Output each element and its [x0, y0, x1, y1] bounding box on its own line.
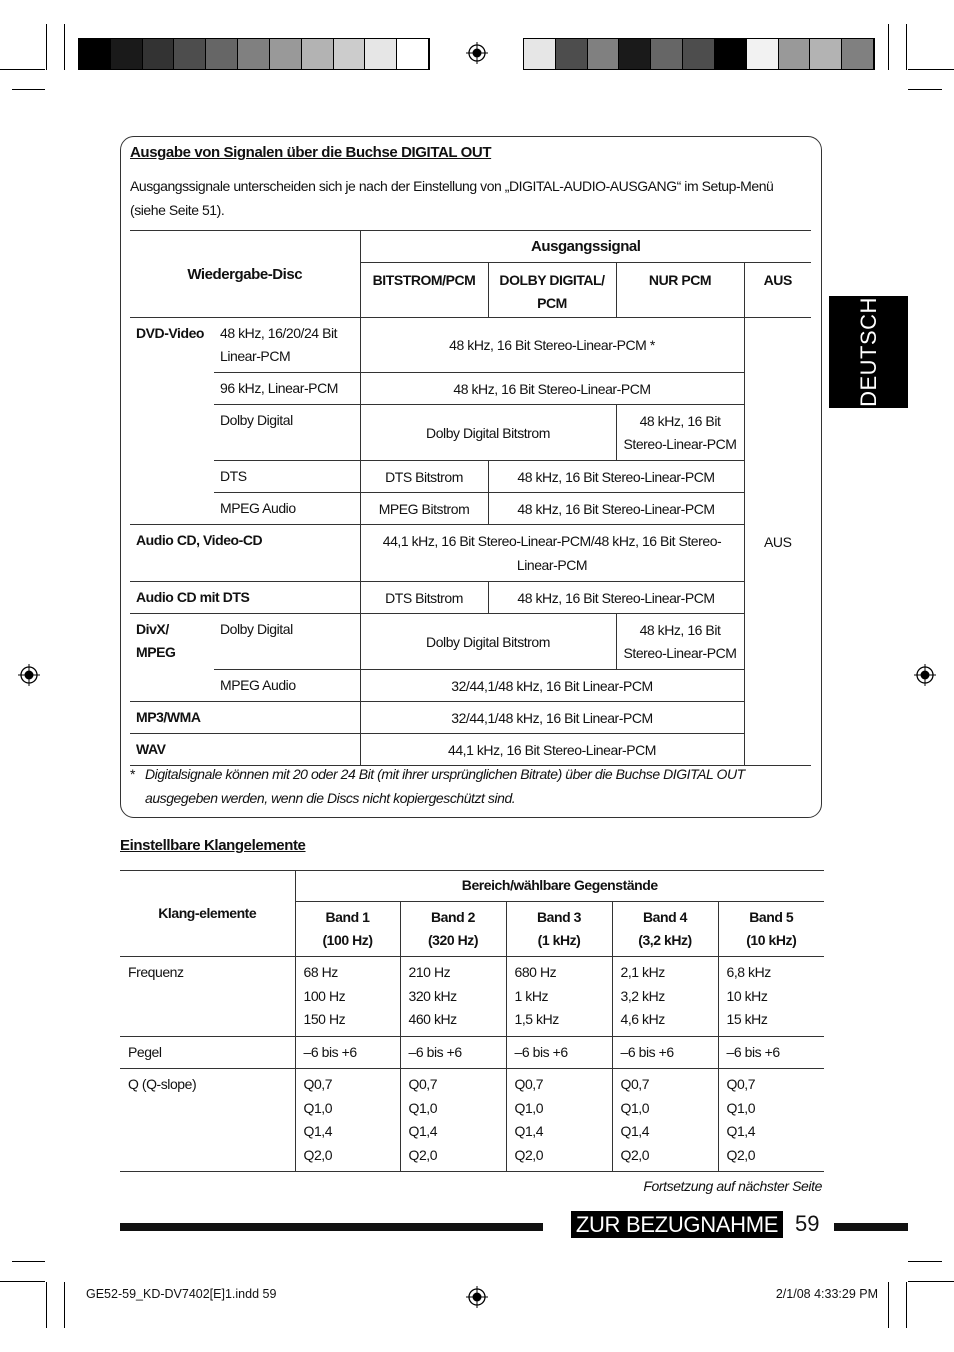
sub-header-nurpcm: NUR PCM [616, 263, 744, 318]
dvd-output-5b: 48 kHz, 16 Bit Stereo-Linear-PCM [488, 493, 744, 525]
color-swatch [588, 39, 620, 69]
color-swatch [365, 39, 397, 69]
value-cell [718, 1069, 824, 1172]
divx-output-1b: 48 kHz, 16 Bit Stereo-Linear-PCM [616, 614, 744, 670]
color-swatch [842, 39, 874, 69]
footer-rule-left [120, 1223, 543, 1231]
table-row [120, 957, 824, 1037]
color-swatch [397, 39, 429, 69]
band-header-1 [295, 902, 400, 957]
color-swatch [302, 39, 334, 69]
divx-format-1: Dolby Digital [214, 614, 360, 670]
value-cell [506, 957, 612, 1037]
color-swatch [556, 39, 588, 69]
row-label-divx: DivX/ MPEG [130, 614, 214, 702]
value-line: Q1,0 [726, 1099, 756, 1116]
value-line: Q0,7 [726, 1076, 756, 1092]
value-cell [295, 1036, 400, 1069]
value-line: 15 kHz [726, 1011, 768, 1027]
value-cell [400, 957, 506, 1037]
col-header-disc: Wiedergabe-Disc [130, 231, 360, 318]
value-cell [295, 957, 400, 1037]
value-line: 2,1 kHz [620, 964, 665, 980]
value-line: Q1,4 [514, 1123, 544, 1139]
band-name: Band 2 [431, 909, 475, 925]
color-swatch [779, 39, 811, 69]
band-header-4 [612, 902, 718, 957]
slug-timestamp: 2/1/08 4:33:29 PM [775, 1287, 878, 1301]
table-row [120, 1069, 824, 1172]
value-line: 4,6 kHz [620, 1011, 665, 1027]
color-swatch [747, 39, 779, 69]
value-line: 320 kHz [408, 987, 457, 1004]
value-line: Q0,7 [408, 1076, 438, 1092]
band-name: Band 4 [643, 909, 687, 925]
value-cell [400, 1036, 506, 1069]
color-swatch [270, 39, 302, 69]
value-cell [506, 1036, 612, 1069]
value-line: –6 bis +6 [620, 1043, 674, 1060]
value-line: Q1,0 [514, 1099, 544, 1116]
sub-header-aus: AUS [744, 263, 811, 318]
continued-note: Fortsetzung auf nächster Seite [643, 1178, 822, 1194]
digital-out-table [130, 230, 811, 766]
value-line: Q1,0 [620, 1099, 650, 1116]
color-bar-right [523, 38, 875, 70]
divx-format-2: MPEG Audio [214, 670, 360, 702]
value-cell [718, 957, 824, 1037]
sub-header-bitstrom: BITSTROM/PCM [360, 263, 488, 318]
band-header-5 [718, 902, 824, 957]
row-label-mp3: MP3/WMA [130, 702, 360, 734]
slug-file-info: GE52-59_KD-DV7402[E]1.indd 59 [86, 1287, 277, 1301]
dvd-format-2: 96 kHz, Linear-PCM [214, 373, 360, 405]
row-label: Frequenz [120, 957, 295, 1037]
sub-header-dolby: DOLBY DIGITAL/ PCM [488, 263, 616, 318]
dvd-format-5: MPEG Audio [214, 493, 360, 525]
band-frequency: (3,2 kHz) [638, 932, 692, 948]
value-line: Q2,0 [408, 1146, 438, 1163]
color-swatch [524, 39, 556, 69]
color-swatch [810, 39, 842, 69]
row-label-audio-cd: Audio CD, Video-CD [130, 525, 360, 582]
dvd-format-3: Dolby Digital [214, 405, 360, 461]
value-line: Q2,0 [303, 1146, 333, 1163]
value-line: Q1,4 [726, 1123, 756, 1139]
value-line: 210 Hz [408, 964, 451, 980]
value-line: –6 bis +6 [303, 1043, 357, 1060]
band-frequency: (100 Hz) [322, 932, 373, 948]
section1-intro: Ausgangssignale unterscheiden sich je nach der Einstellung von „DIGITAL-AUDIO-AUSGANG“ im Setup-Menü (siehe Seite 51). [130, 178, 774, 218]
registration-mark-icon [18, 664, 40, 686]
band-header-2 [400, 902, 506, 957]
col-header-range: Bereich/wählbare Gegenstände [295, 871, 824, 902]
value-line: 10 kHz [726, 987, 768, 1004]
dvd-output-3b: 48 kHz, 16 Bit Stereo-Linear-PCM [616, 405, 744, 461]
section1-heading: Ausgabe von Signalen über die Buchse DIGITAL OUT [130, 144, 492, 161]
registration-mark-icon [914, 664, 936, 686]
dvd-format-1: 48 kHz, 16/20/24 Bit Linear-PCM [214, 318, 360, 373]
dvd-output-1: 48 kHz, 16 Bit Stereo-Linear-PCM * [360, 318, 744, 373]
color-swatch [619, 39, 651, 69]
dvd-output-2: 48 kHz, 16 Bit Stereo-Linear-PCM [360, 373, 744, 405]
value-line: Q0,7 [620, 1076, 650, 1092]
row-label: Q (Q-slope) [120, 1069, 295, 1172]
color-swatch [651, 39, 683, 69]
wav-output: 44,1 kHz, 16 Bit Stereo-Linear-PCM [360, 734, 744, 766]
band-name: Band 3 [537, 909, 581, 925]
value-line: –6 bis +6 [726, 1043, 780, 1060]
value-line: Q0,7 [514, 1076, 544, 1092]
value-line: 150 Hz [303, 1011, 346, 1027]
table-row [120, 1036, 824, 1069]
divx-output-2: 32/44,1/48 kHz, 16 Bit Linear-PCM [360, 670, 744, 702]
language-tab [829, 296, 908, 408]
row-label-wav: WAV [130, 734, 360, 766]
color-swatch [238, 39, 270, 69]
value-line: 680 Hz [514, 964, 557, 980]
language-tab-label: DEUTSCH [856, 297, 881, 407]
value-line: Q1,0 [408, 1099, 438, 1116]
aus-column-value: AUS [744, 318, 811, 766]
band-frequency: (10 kHz) [746, 932, 797, 948]
value-cell [295, 1069, 400, 1172]
footnote-marker: * [130, 766, 135, 782]
value-line: –6 bis +6 [408, 1043, 462, 1060]
page-number: 59 [795, 1211, 820, 1236]
value-line: Q1,0 [303, 1099, 333, 1116]
col-header-elements: Klang-elemente [120, 871, 295, 957]
value-line: –6 bis +6 [514, 1043, 568, 1060]
band-name: Band 1 [325, 909, 370, 925]
color-swatch [683, 39, 715, 69]
value-cell [506, 1069, 612, 1172]
color-swatch [79, 39, 111, 69]
divx-output-1a: Dolby Digital Bitstrom [360, 614, 616, 670]
value-line: 6,8 kHz [726, 964, 771, 980]
color-swatch [111, 39, 143, 69]
dvd-output-4a: DTS Bitstrom [360, 461, 488, 493]
row-label-audio-cd-dts: Audio CD mit DTS [130, 582, 360, 614]
value-line: Q1,4 [408, 1123, 438, 1139]
sound-elements-table [120, 870, 824, 1172]
audio-cd-dts-output-b: 48 kHz, 16 Bit Stereo-Linear-PCM [488, 582, 744, 614]
value-cell [612, 957, 718, 1037]
color-swatch [715, 39, 747, 69]
band-name: Band 5 [749, 909, 794, 925]
color-swatch [334, 39, 366, 69]
value-line: Q0,7 [303, 1076, 333, 1092]
band-header-3 [506, 902, 612, 957]
value-line: 460 kHz [408, 1011, 457, 1027]
value-line: 1 kHz [514, 987, 549, 1004]
value-line: Q2,0 [514, 1146, 544, 1163]
mp3-output: 32/44,1/48 kHz, 16 Bit Linear-PCM [360, 702, 744, 734]
row-label-dvd: DVD-Video [130, 318, 214, 525]
value-cell [400, 1069, 506, 1172]
registration-mark-icon [466, 1286, 488, 1308]
band-frequency: (320 Hz) [427, 932, 479, 948]
value-cell [612, 1036, 718, 1069]
footnote-text: Digitalsignale können mit 20 oder 24 Bit (mit ihrer ursprünglichen Bitrate) über die Buchse DIGITAL OUT ausgegeben werden, wenn die Discs nicht kopiergeschützt sind. [145, 766, 745, 806]
dvd-output-3a: Dolby Digital Bitstrom [360, 405, 616, 461]
value-line: Q2,0 [726, 1146, 756, 1163]
value-line: 68 Hz [303, 964, 338, 980]
color-swatch [206, 39, 238, 69]
footnote [130, 762, 810, 810]
dvd-output-4b: 48 kHz, 16 Bit Stereo-Linear-PCM [488, 461, 744, 493]
value-cell [718, 1036, 824, 1069]
col-header-output: Ausgangssignal [360, 231, 811, 263]
value-line: Q1,4 [620, 1123, 650, 1139]
value-line: 3,2 kHz [620, 987, 665, 1004]
dvd-output-5a: MPEG Bitstrom [360, 493, 488, 525]
value-line: Q2,0 [620, 1146, 650, 1163]
section-tab: ZUR BEZUGNAHME [571, 1211, 783, 1238]
audio-cd-output: 44,1 kHz, 16 Bit Stereo-Linear-PCM/48 kHz, 16 Bit Stereo-Linear-PCM [360, 525, 744, 582]
color-swatch [143, 39, 175, 69]
color-swatch [174, 39, 206, 69]
value-line: 100 Hz [303, 987, 346, 1004]
footer-rule-right [834, 1223, 908, 1231]
value-cell [612, 1069, 718, 1172]
audio-cd-dts-output-a: DTS Bitstrom [360, 582, 488, 614]
dvd-format-4: DTS [214, 461, 360, 493]
value-line: 1,5 kHz [514, 1011, 559, 1027]
row-label: Pegel [120, 1036, 295, 1069]
color-bar-left [78, 38, 430, 70]
section2-heading: Einstellbare Klangelemente [120, 837, 306, 854]
value-line: Q1,4 [303, 1123, 333, 1139]
band-frequency: (1 kHz) [537, 932, 581, 948]
registration-mark-icon [466, 42, 488, 64]
